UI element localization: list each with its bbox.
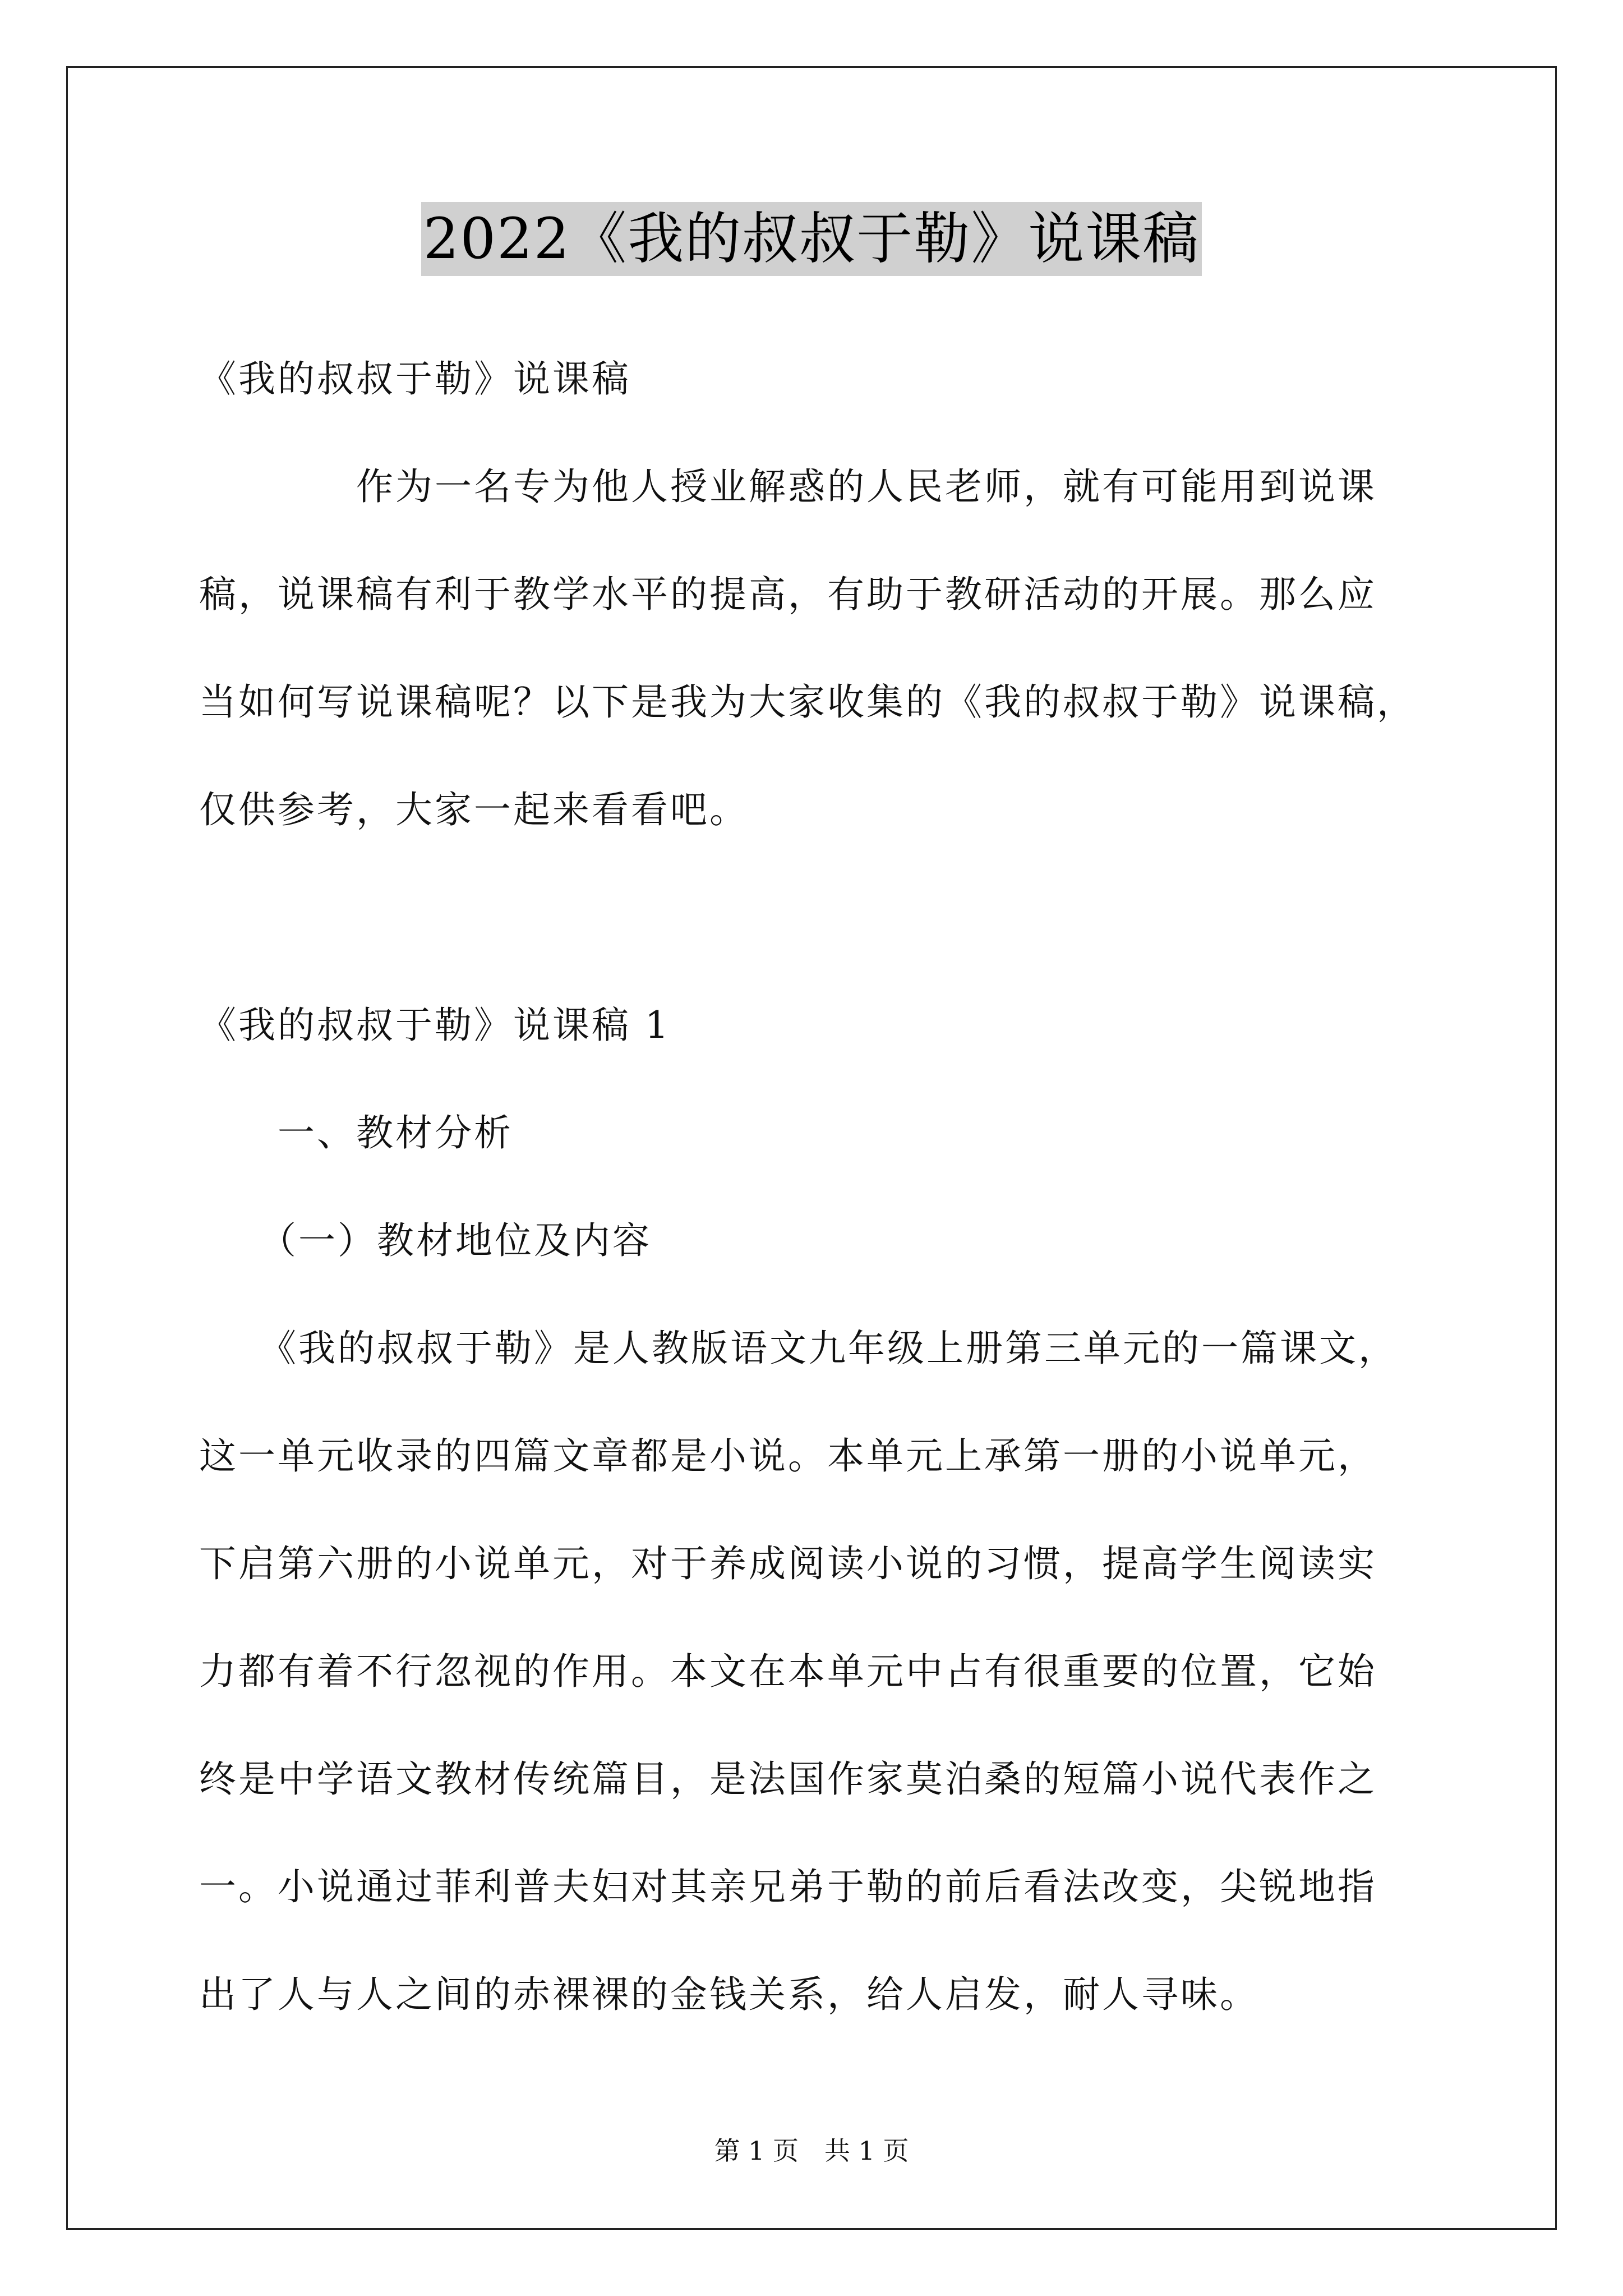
paragraph-line: 一。小说通过菲利普夫妇对其亲兄弟于勒的前后看法改变，尖锐地指 — [199, 1865, 1377, 1908]
paragraph-line: 《我的叔叔于勒》是人教版语文九年级上册第三单元的一篇课文， — [199, 1327, 1398, 1370]
paragraph-line: 稿，说课稿有利于教学水平的提高，有助于教研活动的开展。那么应 — [199, 573, 1377, 616]
subtitle-line: 《我的叔叔于勒》说课稿 — [199, 357, 631, 401]
section-heading: 《我的叔叔于勒》说课稿 1 — [199, 1004, 671, 1047]
paragraph-line: 力都有着不行忽视的作用。本文在本单元中占有很重要的位置，它始 — [199, 1650, 1377, 1693]
paragraph-line: 这一单元收录的四篇文章都是小说。本单元上承第一册的小说单元， — [199, 1434, 1377, 1478]
paragraph-line: 仅供参考，大家一起来看看吧。 — [199, 788, 749, 831]
section-heading: 一、教材分析 — [199, 1111, 513, 1154]
document-title: 2022《我的叔叔于勒》说课稿 — [421, 202, 1202, 276]
paragraph-line: 作为一名专为他人授业解惑的人民老师，就有可能用到说课 — [199, 465, 1377, 508]
paragraph-line: 下启第六册的小说单元，对于养成阅读小说的习惯，提高学生阅读实 — [199, 1542, 1377, 1585]
title-container — [0, 202, 1623, 276]
page-footer: 第 1 页 共 1 页 — [714, 2136, 909, 2166]
paragraph-line: 当如何写说课稿呢？以下是我为大家收集的《我的叔叔于勒》说课稿， — [199, 680, 1416, 724]
paragraph-line: 终是中学语文教材传统篇目，是法国作家莫泊桑的短篇小说代表作之 — [199, 1757, 1377, 1801]
subsection-heading: （一）教材地位及内容 — [199, 1219, 652, 1262]
paragraph-line: 出了人与人之间的赤裸裸的金钱关系，给人启发，耐人寻味。 — [199, 1973, 1259, 2016]
